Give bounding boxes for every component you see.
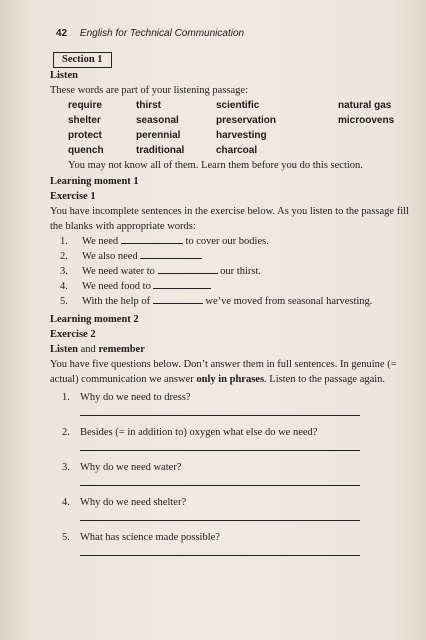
item-number: 4. [60,281,68,292]
section-label [50,52,410,68]
page-number: 42 [56,28,68,39]
vocab-note: You may not know all of them. Learn them before you do this section. [68,160,363,171]
listen-remember-heading [50,342,410,357]
exercise-item [50,279,410,294]
vocab-word: seasonal [136,115,179,126]
question-list [50,390,410,556]
question-number: 3. [62,462,70,473]
item-number: 5. [60,296,68,307]
item-text: We need water to [82,266,155,277]
fill-blank[interactable] [140,249,202,259]
vocab-word [338,143,426,158]
section-box: Section 1 [53,52,112,68]
answer-line[interactable] [80,405,360,416]
vocab-word: protect [68,130,102,141]
subheading-bold: remember [98,344,145,355]
exercise-item [50,264,410,279]
item-text: We need [82,236,119,247]
running-header [56,28,244,39]
question-number: 2. [62,427,70,438]
question-number: 1. [62,392,70,403]
answer-line[interactable] [80,475,360,486]
subheading-text: and [78,344,99,355]
question [50,530,410,545]
listen-heading: Listen [50,70,79,81]
question [50,495,410,510]
question [50,390,410,405]
exercise-item [50,234,410,249]
question [50,460,410,475]
question-text: Besides (= in addition to) oxygen what else do we need? [80,427,318,438]
question-number: 5. [62,532,70,543]
vocab-grid [68,98,410,158]
question [50,425,410,440]
subheading-bold: Listen [50,344,79,355]
book-title: English for Technical Communication [79,28,245,39]
question-number: 4. [62,497,70,508]
question-text: Why do we need shelter? [80,497,187,508]
item-text: With the help of [82,296,151,307]
vocab-word: quench [68,145,104,156]
vocab-word: thirst [136,100,161,111]
vocab-word: traditional [136,145,185,156]
vocab-word: microovens [338,115,395,126]
vocab-word: shelter [68,115,101,126]
fill-blank[interactable] [153,279,211,289]
learning-moment-1-heading: Learning moment 1 [50,176,139,187]
page-content [50,52,410,565]
answer-line[interactable] [80,440,360,451]
question-text: Why do we need to dress? [80,392,191,403]
vocab-word: require [68,100,102,111]
item-text: we’ve moved from seasonal harvesting. [205,296,373,307]
exercise-1-instructions: You have incomplete sentences in the exercise below. As you listen to the passage fill the blanks with appropriate words: [50,206,409,232]
exercise-item [50,249,410,264]
item-number: 3. [60,266,68,277]
item-text: We also need [82,251,138,262]
vocab-word: harvesting [216,130,267,141]
answer-line[interactable] [80,545,360,556]
vocab-word: perennial [136,130,181,141]
instructions-text: You have five questions below. Don’t answer them in full sentences. In genuine (= actual) communication we answer [50,359,397,385]
item-text: We need food to [82,281,151,292]
vocab-word [338,128,426,143]
fill-blank[interactable] [121,234,183,244]
exercise-1-heading: Exercise 1 [50,191,96,202]
item-text: our thirst. [220,266,262,277]
item-text: to cover our bodies. [185,236,269,247]
instructions-emphasis: only in phrases [196,374,265,385]
fill-blank[interactable] [153,294,203,304]
exercise-2-instructions [50,357,410,387]
item-number: 1. [60,236,68,247]
learning-moment-2-heading: Learning moment 2 [50,314,139,325]
answer-line[interactable] [80,510,360,521]
vocab-word: preservation [216,115,277,126]
fill-blank[interactable] [158,264,218,274]
instructions-text: . Listen to the passage again. [264,374,386,385]
exercise-item [50,294,410,309]
question-text: Why do we need water? [80,462,182,473]
vocab-intro: These words are part of your listening passage: [50,85,248,96]
exercise-2-heading: Exercise 2 [50,329,96,340]
vocab-word: charcoal [216,145,258,156]
vocab-word: natural gas [338,100,392,111]
vocab-word: scientific [216,100,260,111]
question-text: What has science made possible? [80,532,220,543]
item-number: 2. [60,251,68,262]
